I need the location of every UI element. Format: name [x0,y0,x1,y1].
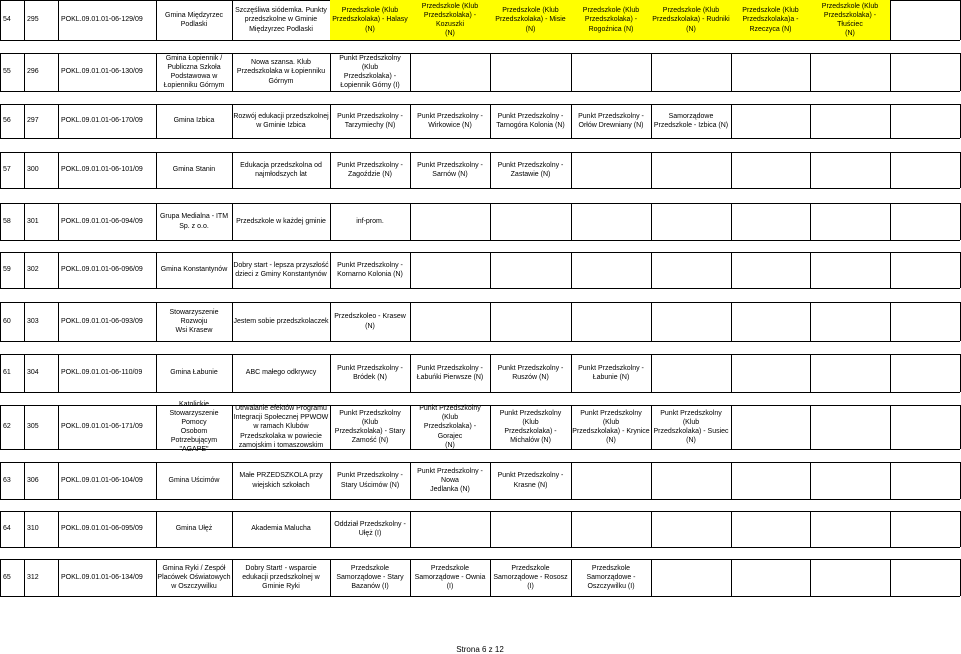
preschool-unit-cell: Oddział Przedszkolny - Ułęż (I) [334,520,406,537]
grid-line-vertical [490,203,491,240]
row-number: 62 [3,423,11,431]
grid-line-horizontal [0,40,960,41]
applicant-name: Gmina Międzyrzec Podlaski [165,11,223,28]
row-number: 61 [3,369,11,377]
application-number: 295 [27,16,39,24]
grid-line-horizontal [0,547,960,548]
grid-line-vertical [810,405,811,449]
grid-line-vertical [731,302,732,341]
preschool-unit-cell: Samorządowe Przedszkole - Izbica (N) [653,112,729,129]
grid-line-horizontal [0,499,960,500]
preschool-unit-cell: Punkt Przedszkolny - Łabuńki Pierwsze (N) [416,364,484,381]
row-number: 65 [3,573,11,581]
preschool-unit-cell: Punkt Przedszkolny - Bródek (N) [337,364,403,381]
grid-line-vertical [571,152,572,188]
grid-line-vertical [490,252,491,288]
applicant-name: Gmina Uścimów [168,476,220,484]
preschool-unit-cell: Punkt Przedszkolny - Sarnów (N) [417,161,483,178]
grid-line-vertical [890,152,891,188]
grid-line-horizontal [0,188,960,189]
grid-line-vertical [571,252,572,288]
grid-line-vertical [490,302,491,341]
preschool-unit-cell: Punkt Przedszkolny (Klub Przedszkolaka) - Gorajec (N) [419,405,481,449]
grid-line-horizontal [0,341,960,342]
preschool-unit-cell: Przedszkole (Klub Przedszkolaka)a - Rzeczyca (N) [731,0,810,40]
preschool-unit-cell: Punkt Przedszkolny - Nowa Jedlanka (N) [417,467,483,494]
applicant-name: Gmina Stanin [172,166,216,174]
grid-line-vertical [731,462,732,499]
grid-line-vertical [890,511,891,547]
grid-line-vertical [651,354,652,392]
grid-line-vertical [810,511,811,547]
preschool-unit-cell: Punkt Przedszkolny - Orłów Drewniany (N) [578,112,644,129]
project-code: POKL.09.01.01-06-093/09 [61,317,143,325]
grid-line-vertical [571,302,572,341]
grid-line-horizontal [0,240,960,241]
application-number: 303 [27,317,39,325]
application-number: 306 [27,476,39,484]
preschool-unit-cell: Punkt Przedszkolny (Klub Przedszkolaka) - Łopiennik Górny (I) [339,54,401,90]
grid-line-horizontal [0,288,960,289]
preschool-unit-cell: Punkt Przedszkolny (Klub Przedszkolaka) - Michalów (N) [499,409,562,445]
preschool-unit-cell: Przedszkoleo - Krasew (N) [334,313,406,330]
grid-line-vertical [731,203,732,240]
applicant-name: Gmina Łabunie [170,369,218,377]
grid-line-vertical [410,203,411,240]
grid-line-vertical [651,462,652,499]
project-title: Szczęśliwa siódemka. Punkty przedszkolne w Gminie Międzyrzec Podlaski [235,7,327,33]
grid-line-vertical [890,104,891,138]
preschool-unit-cell: Punkt Przedszkolny - Stary Uścimów (N) [337,472,403,489]
project-title: Przedszkole w każdej gminie [236,217,326,225]
project-code: POKL.09.01.01-06-110/09 [61,369,143,377]
applicant-name: Grupa Medialna - ITM Sp. z o.o. [159,213,229,230]
grid-line-vertical [731,354,732,392]
preschool-unit-cell: inf-prom. [356,217,384,225]
grid-line-vertical [810,152,811,188]
grid-line-vertical [651,559,652,596]
grid-line-horizontal [0,138,960,139]
grid-line-vertical [810,354,811,392]
row-number: 57 [3,166,11,174]
project-title: Utrwalanie efektów Programu Integracji Społecznej PPWOW w ramach Klubów Przedszkolaka w powiecie zamojskim i tomaszowskim [233,405,329,449]
application-number: 301 [27,217,39,225]
row-number: 59 [3,266,11,274]
project-title: Dobry Start! - wsparcie edukacji przedszkolnej w Gminie Ryki [242,564,320,591]
preschool-unit-cell: Punkt Przedszkolny - Zagoździe (N) [337,161,403,178]
project-title: Akademia Malucha [251,525,311,533]
row-number: 54 [3,16,11,24]
project-code: POKL.09.01.01-06-170/09 [61,117,143,125]
row-number: 64 [3,525,11,533]
preschool-unit-cell: Punkt Przedszkolny - Krasne (N) [497,472,564,489]
row-number: 55 [3,68,11,76]
application-number: 312 [27,573,39,581]
grid-line-vertical [731,511,732,547]
grid-line-vertical [890,0,891,40]
project-title: ABC małego odkrywcy [245,369,317,377]
grid-line-vertical [651,53,652,91]
grid-line-vertical [810,104,811,138]
grid-line-horizontal [0,91,960,92]
grid-line-vertical [890,53,891,91]
preschool-unit-cell: Przedszkole Samorządowe - Rososz (I) [493,564,568,591]
preschool-unit-cell: Przedszkole (Klub Przedszkolaka) - Rogoźnica (N) [571,0,651,40]
application-number: 310 [27,525,39,533]
project-code: POKL.09.01.01-06-095/09 [61,525,143,533]
project-code: POKL.09.01.01-06-094/09 [61,217,143,225]
applicant-name: Gmina Łopiennik / Publiczna Szkoła Podstawowa w Łopienniku Górnym [163,54,225,90]
grid-line-vertical [731,559,732,596]
grid-line-vertical [651,203,652,240]
grid-line-vertical [890,405,891,449]
application-number: 300 [27,166,39,174]
preschool-unit-cell: Punkt Przedszkolny - Wirkowice (N) [417,112,483,129]
project-title: Małe PRZEDSZKOLA przy wiejskich szkołach [239,472,323,489]
row-number: 63 [3,476,11,484]
grid-line-vertical [810,462,811,499]
grid-line-vertical [410,511,411,547]
preschool-unit-cell: Przedszkole (Klub Przedszkolaka) - Rudniki (N) [651,0,731,40]
project-title: Rozwój edukacji przedszkolnej w Gminie Izbica [233,112,329,129]
preschool-unit-cell: Punkt Przedszkolny - Tarzymiechy (N) [337,112,403,129]
preschool-unit-cell: Punkt Przedszkolny - Tarnogóra Kolonia (N) [496,112,565,129]
grid-line-vertical [651,152,652,188]
grid-line-vertical [731,405,732,449]
grid-line-vertical [890,354,891,392]
grid-line-vertical [731,53,732,91]
grid-line-vertical [490,53,491,91]
applicant-name: Katolickie Stowarzyszenie Pomocy Osobom Potrzebującym "AGAPE" [169,400,219,454]
grid-line-vertical [890,252,891,288]
project-code: POKL.09.01.01-06-171/09 [61,423,143,431]
preschool-unit-cell: Przedszkole (Klub Przedszkolaka) - Misie (N) [490,0,571,40]
grid-line-vertical [490,511,491,547]
grid-line-vertical [810,53,811,91]
project-code: POKL.09.01.01-06-104/09 [61,476,143,484]
grid-line-vertical [410,53,411,91]
applicant-name: Gmina Ułęż [175,525,213,533]
grid-line-vertical [651,511,652,547]
project-code: POKL.09.01.01-06-130/09 [61,68,143,76]
preschool-unit-cell: Przedszkole Samorządowe - Stary Bazanów (I) [336,564,404,591]
project-code: POKL.09.01.01-06-134/09 [61,573,143,581]
grid-line-vertical [571,462,572,499]
grid-line-vertical [890,203,891,240]
grid-line-vertical [890,302,891,341]
preschool-unit-cell: Punkt Przedszkolny - Zastawie (N) [497,161,564,178]
preschool-unit-cell: Przedszkole (Klub Przedszkolaka) - Kozuszki (N) [410,0,490,40]
preschool-unit-cell: Przedszkole (Klub Przedszkolaka) - Halasy (N) [330,0,410,40]
row-number: 56 [3,117,11,125]
grid-line-vertical [410,302,411,341]
grid-line-vertical [810,203,811,240]
project-code: POKL.09.01.01-06-129/09 [61,16,143,24]
applicant-name: Gmina Ryki / Zespół Placówek Oświatowych w Oszczywilku [157,564,231,591]
grid-line-vertical [810,559,811,596]
preschool-unit-cell: Przedszkole Samorządowe - Ownia (I) [414,564,486,591]
grid-line-horizontal [0,596,960,597]
application-number: 305 [27,423,39,431]
applicant-name: Gmina Konstantynów [160,266,228,274]
row-number: 60 [3,317,11,325]
grid-line-vertical [890,462,891,499]
grid-line-vertical [410,252,411,288]
preschool-unit-cell: Punkt Przedszkolny (Klub Przedszkolaka) - Stary Zamość (N) [334,409,406,445]
project-title: Edukacja przedszkolna od najmłodszych lat [240,161,322,178]
grid-line-vertical [731,252,732,288]
preschool-unit-cell: Przedszkole (Klub Przedszkolaka) - Tłuściec (N) [810,0,890,40]
row-number: 58 [3,217,11,225]
grid-line-vertical [890,559,891,596]
grid-line-vertical [731,104,732,138]
grid-line-horizontal [0,392,960,393]
project-title: Jestem sobie przedszkolaczek [233,317,329,325]
grid-line-vertical [651,302,652,341]
application-number: 296 [27,68,39,76]
preschool-unit-cell: Punkt Przedszkolny - Łabunie (N) [578,364,644,381]
grid-line-vertical [651,252,652,288]
preschool-unit-cell: Punkt Przedszkolny (Klub Przedszkolaka) - Krynice (N) [572,409,650,445]
grid-line-vertical [571,511,572,547]
grid-line-vertical [810,252,811,288]
grid-line-vertical [571,53,572,91]
grid-line-vertical [810,302,811,341]
grid-line-vertical [731,152,732,188]
application-number: 302 [27,266,39,274]
preschool-unit-cell: Punkt Przedszkolny - Kornarno Kolonia (N) [337,261,403,278]
preschool-unit-cell: Punkt Przedszkolny - Ruszów (N) [497,364,564,381]
grid-line-vertical [571,203,572,240]
project-code: POKL.09.01.01-06-096/09 [61,266,143,274]
preschool-unit-cell: Punkt Przedszkolny (Klub Przedszkolaka) - Susiec (N) [653,409,729,445]
application-number: 297 [27,117,39,125]
project-title: Dobry start - lepsza przyszłość dzieci z Gminy Konstantynów [233,261,329,278]
preschool-unit-cell: Przedszkole Samorządowe - Oszczywilku (I) [586,564,636,591]
page-footer: Strona 6 z 12 [456,645,504,654]
applicant-name: Stowarzyszenie Rozwoju Wsi Krasew [169,308,219,335]
application-number: 304 [27,369,39,377]
applicant-name: Gmina Izbica [173,117,215,125]
project-title: Nowa szansa. Klub Przedszkolaka w Łopienniku Górnym [236,59,326,85]
project-code: POKL.09.01.01-06-101/09 [61,166,143,174]
